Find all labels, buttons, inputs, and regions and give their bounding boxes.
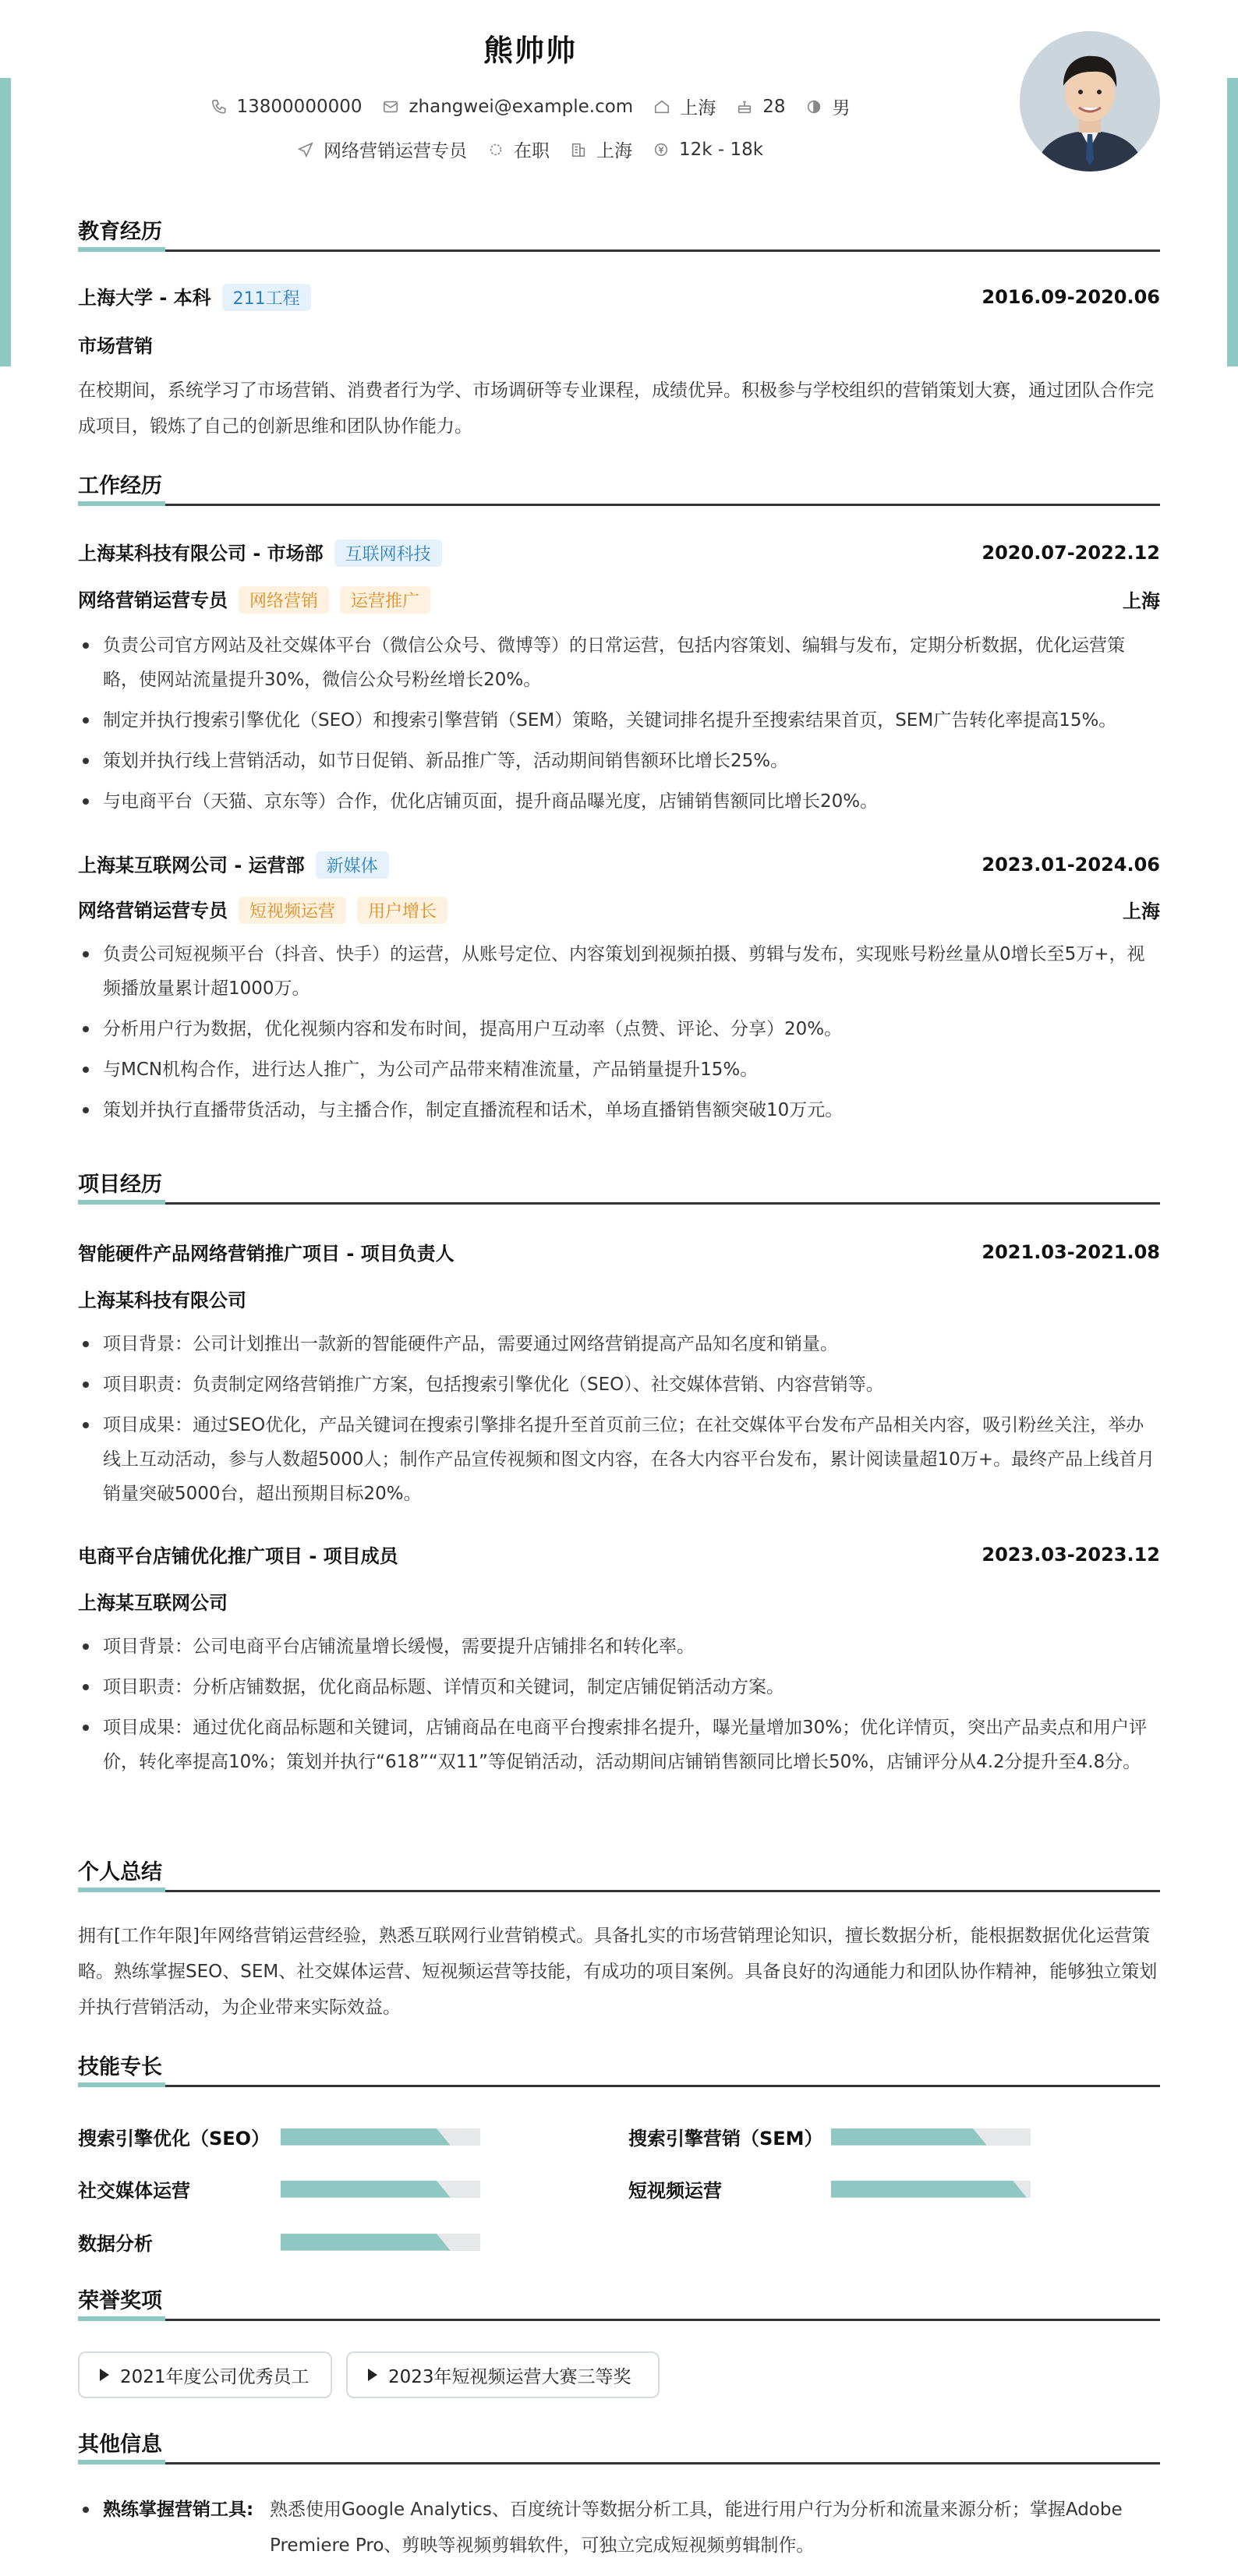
list-item: 项目背景：公司电商平台店铺流量增长缓慢，需要提升店铺排名和转化率。: [78, 1629, 1160, 1664]
skill-name: 短视频运营: [628, 2180, 722, 2202]
play-icon: [100, 2369, 109, 2381]
skill-bar: [831, 2128, 1031, 2146]
position-tag: 短视频运营: [239, 897, 346, 924]
work-bullets: [78, 628, 1160, 819]
award-text: 2021年度公司优秀员工: [120, 2366, 310, 2387]
projects-section: [78, 1168, 1160, 1205]
education-section: [78, 215, 1160, 252]
list-item: 负责公司官方网站及社交媒体平台（微信公众号、微博等）的日常运营，包括内容策划、编辑与发布，定期分析数据，优化运营策略，使网站流量提升30%，微信公众号粉丝增长20%。: [78, 628, 1160, 697]
school-name: 上海大学 - 本科: [78, 287, 211, 309]
other-label: 熟练掌握营销工具:: [103, 2500, 254, 2520]
project-date: 2021.03-2021.08: [982, 1240, 1160, 1263]
skill-bar: [281, 2234, 480, 2251]
skills-title: 技能专长: [78, 2055, 162, 2079]
work-title: 工作经历: [78, 474, 162, 498]
candidate-name: 熊帅帅: [483, 34, 577, 68]
education-date: 2016.09-2020.06: [982, 285, 1160, 308]
project-company: 上海某科技有限公司: [78, 1290, 246, 1311]
resume-page: [78, 0, 1160, 2556]
summary-section: [78, 1856, 1160, 1892]
decorative-right-bar: [1227, 78, 1238, 366]
skill-bar-fill: [281, 2234, 451, 2251]
work-position: 网络营销运营专员: [78, 900, 228, 922]
avatar: [1020, 31, 1160, 172]
other-text: 熟悉使用Google Analytics、百度统计等数据分析工具，能进行用户行为分析和流量来源分析；掌握Adobe Premiere Pro、剪映等视频剪辑软件，可独立完成短视频剪辑制作。: [270, 2500, 1123, 2556]
skill-name: 社交媒体运营: [78, 2180, 190, 2202]
projects-title: 项目经历: [78, 1173, 162, 1197]
summary-title: 个人总结: [78, 1860, 162, 1884]
award-item: [78, 2351, 332, 2398]
work-position: 网络营销运营专员: [78, 589, 228, 611]
age-info: [736, 94, 785, 119]
work-city: 上海: [1123, 590, 1160, 612]
project-header-row: [78, 1541, 1160, 1568]
section-divider: [78, 2319, 1160, 2321]
section-divider: [78, 2462, 1160, 2465]
education-title: 教育经历: [78, 220, 162, 244]
phone-icon: [210, 98, 228, 115]
cake-icon: [736, 98, 753, 115]
skill-item: [78, 2175, 480, 2203]
work-position-row: [78, 895, 1160, 924]
skill-item: [628, 2123, 1031, 2150]
skill-bar-fill: [831, 2128, 987, 2146]
contact-row: [78, 94, 982, 119]
list-item: 项目职责：分析店铺数据，优化商品标题、详情页和关键词，制定店铺促销活动方案。: [78, 1670, 1160, 1704]
status-icon: [487, 141, 504, 158]
target-job-info: [297, 136, 467, 162]
phone-text: 13800000000: [236, 96, 363, 117]
status-info: [487, 136, 550, 162]
list-item: 制定并执行搜索引擎优化（SEO）和搜索引擎营销（SEM）策略，关键词排名提升至搜索结果首页，SEM广告转化率提高15%。: [78, 703, 1160, 738]
target-job-text: 网络营销运营专员: [323, 141, 467, 161]
list-item: 分析用户行为数据，优化视频内容和发布时间，提高用户互动率（点赞、评论、分享）20%。: [78, 1012, 1160, 1046]
target-city-text: 上海: [596, 141, 632, 161]
gender-info: [805, 94, 850, 119]
work-company-row: [78, 850, 1160, 879]
section-divider: [78, 504, 1160, 506]
section-divider: [78, 1890, 1160, 1892]
location-info: [653, 94, 716, 119]
job-intent-row: [78, 136, 982, 162]
status-text: 在职: [513, 141, 550, 161]
home-icon: [653, 98, 670, 115]
bullet-dot: [83, 2507, 89, 2513]
education-header-row: [78, 282, 1160, 311]
work-company: 上海某互联网公司 - 运营部: [78, 855, 305, 876]
money-icon: [653, 141, 670, 158]
section-divider: [78, 1202, 1160, 1205]
email-text: zhangwei@example.com: [409, 96, 634, 117]
send-icon: [297, 141, 314, 158]
skill-bar-fill: [281, 2181, 451, 2198]
list-item: 项目成果：通过SEO优化，产品关键词在搜索引擎排名提升至首页前三位；在社交媒体平台发布产品相关内容，吸引粉丝关注，举办线上互动活动，参与人数超5000人；制作产品宣传视频和图文内容，在各大内容平台发布，累计阅读量超10万+。最终产品上线首月销量突破5000台，超出预期目标20%。: [78, 1408, 1160, 1511]
building-icon: [570, 141, 587, 158]
email-info: [382, 94, 633, 119]
skill-bar: [281, 2128, 480, 2146]
other-title: 其他信息: [78, 2433, 162, 2457]
project-name: 电商平台店铺优化推广项目 - 项目成员: [78, 1545, 398, 1567]
section-divider: [78, 2085, 1160, 2087]
summary-text: 拥有[工作年限]年网络营销运营经验，熟悉互联网行业营销模式。具备扎实的市场营销理论知识，擅长数据分析，能根据数据优化运营策略。熟练掌握SEO、SEM、社交媒体运营、短视频运营等技能，有成功的项目案例。具备良好的沟通能力和团队协作精神，能够独立策划并执行营销活动，为企业带来实际效益。: [78, 1926, 1158, 2018]
work-section: [78, 469, 1160, 506]
gender-icon: [805, 98, 822, 115]
skill-name: 搜索引擎营销（SEM）: [628, 2128, 823, 2150]
skill-name: 数据分析: [78, 2233, 153, 2255]
skill-bar-fill: [831, 2181, 1027, 2198]
skill-name: 搜索引擎优化（SEO）: [78, 2128, 271, 2150]
skill-item: [78, 2123, 480, 2150]
project-bullets: [78, 1629, 1160, 1779]
phone-info: [210, 94, 363, 119]
company-tag: 互联网科技: [334, 540, 442, 567]
skill-item: [628, 2175, 1031, 2203]
list-item: 与MCN机构合作，进行达人推广，为公司产品带来精准流量，产品销量提升15%。: [78, 1053, 1160, 1087]
skill-bar-fill: [281, 2128, 451, 2146]
project-company: 上海某互联网公司: [78, 1592, 228, 1614]
awards-section: [78, 2284, 1160, 2321]
age-text: 28: [762, 96, 786, 117]
education-desc: 在校期间，系统学习了市场营销、消费者行为学、市场调研等专业课程，成绩优异。积极参与学校组织的营销策划大赛，通过团队合作完成项目，锻炼了自己的创新思维和团队协作能力。: [78, 380, 1154, 437]
location-text: 上海: [680, 98, 716, 119]
work-city: 上海: [1123, 901, 1160, 922]
awards-title: 荣誉奖项: [78, 2289, 162, 2313]
award-item: [346, 2351, 660, 2398]
education-major: 市场营销: [78, 335, 153, 357]
list-item: 负责公司短视频平台（抖音、快手）的运营，从账号定位、内容策划到视频拍摄、剪辑与发布，实现账号粉丝量从0增长至5万+，视频播放量累计超1000万。: [78, 937, 1160, 1006]
work-date: 2023.01-2024.06: [982, 853, 1160, 876]
list-item: 策划并执行线上营销活动，如节日促销、新品推广等，活动期间销售额环比增长25%。: [78, 744, 1160, 778]
section-divider: [78, 249, 1160, 252]
project-header-row: [78, 1238, 1160, 1265]
skill-bar: [281, 2181, 480, 2198]
decorative-left-bar: [0, 78, 11, 366]
position-tag: 运营推广: [340, 586, 430, 614]
work-bullets: [78, 937, 1160, 1127]
skill-bar: [831, 2181, 1031, 2198]
award-text: 2023年短视频运营大赛三等奖: [388, 2366, 631, 2387]
awards-list: [78, 2351, 1160, 2400]
work-company: 上海某科技有限公司 - 市场部: [78, 543, 324, 564]
project-name: 智能硬件产品网络营销推广项目 - 项目负责人: [78, 1243, 455, 1265]
other-section: [78, 2428, 1160, 2465]
salary-text: 12k - 18k: [678, 139, 764, 160]
list-item: 项目成果：通过优化商品标题和关键词，店铺商品在电商平台搜索排名提升，曝光量增加30%；优化详情页，突出产品卖点和用户评价，转化率提高10%；策划并执行“618”“双11”等促销活动，活动期间店铺销售额同比增长50%，店铺评分从4.2分提升至4.8分。: [78, 1711, 1160, 1779]
list-item: 项目背景：公司计划推出一款新的智能硬件产品，需要通过网络营销提高产品知名度和销量。: [78, 1327, 1160, 1361]
school-tag: 211工程: [222, 284, 311, 311]
work-company-row: [78, 538, 1160, 567]
project-bullets: [78, 1327, 1160, 1511]
company-tag: 新媒体: [316, 851, 389, 879]
salary-info: [653, 136, 763, 162]
position-tag: 网络营销: [239, 586, 329, 614]
play-icon: [368, 2369, 377, 2381]
project-date: 2023.03-2023.12: [982, 1543, 1160, 1566]
list-item: 策划并执行直播带货活动，与主播合作，制定直播流程和话术，单场直播销售额突破10万元。: [78, 1093, 1160, 1127]
skill-item: [78, 2228, 480, 2256]
other-item: [78, 2492, 1160, 2564]
skills-section: [78, 2051, 1160, 2087]
target-city-info: [570, 136, 632, 162]
resume-header: [78, 0, 1160, 195]
list-item: 与电商平台（天猫、京东等）合作，优化店铺页面，提升商品曝光度，店铺销售额同比增长20%。: [78, 784, 1160, 819]
mail-icon: [382, 98, 399, 115]
work-date: 2020.07-2022.12: [982, 541, 1160, 564]
gender-text: 男: [832, 98, 851, 119]
work-position-row: [78, 585, 1160, 614]
list-item: 项目职责：负责制定网络营销推广方案，包括搜索引擎优化（SEO）、社交媒体营销、内容营销等。: [78, 1368, 1160, 1402]
position-tag: 用户增长: [357, 897, 447, 924]
